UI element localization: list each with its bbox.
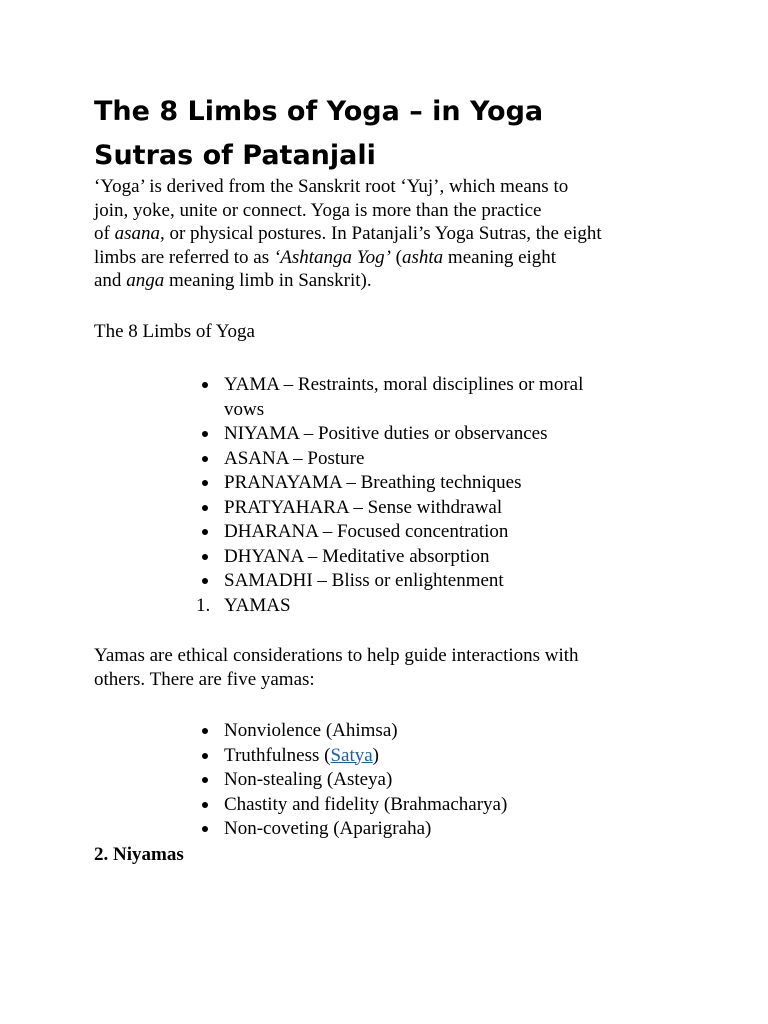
list-item-text: PRATYAHARA – Sense withdrawal [224,496,503,518]
paragraph-line: others. There are five yamas: [94,669,315,690]
intro-text: ( [390,246,402,268]
intro-text: meaning eight [443,246,557,268]
list-item-text: ) [372,744,379,766]
intro-emphasis: ‘Ashtanga Yog’ [273,246,391,268]
list-item [198,422,658,447]
list-item-text: DHYANA – Meditative absorption [224,545,490,567]
intro-emphasis: anga [126,270,165,291]
list-item-text: YAMA – Restraints, moral disciplines or moral [224,374,584,395]
title-line-1: The 8 Limbs of Yoga – in Yoga [94,96,544,127]
list-item [198,520,658,545]
list-item [198,719,658,744]
intro-line-1 [94,175,694,199]
list-item [198,373,658,422]
intro-text: join, yoke, unite or connect. Yoga is more than the practice [94,199,542,221]
intro-text: ‘Yoga’ is derived from the Sanskrit root ‘Yuj’, which means to [94,176,569,197]
list-item-text: YAMAS [224,594,291,616]
list-item [198,817,658,842]
intro-text: of [94,223,115,244]
list-item-text: Nonviolence (Ahimsa) [224,720,398,741]
intro-line-2 [94,199,694,223]
list-item-text: PRANAYAMA – Breathing techniques [224,472,522,493]
intro-line-5 [94,269,694,293]
limbs-list [198,373,658,618]
yamas-list [198,719,658,842]
list-item [198,496,658,521]
satya-link[interactable]: Satya [330,744,373,766]
limbs-heading: The 8 Limbs of Yoga [94,321,255,342]
list-item-text: Non-coveting (Aparigraha) [224,818,432,839]
list-item-text: vows [224,398,265,420]
list-item-text: SAMADHI – Bliss or enlightenment [224,570,504,591]
list-item-text: Non-stealing (Asteya) [224,769,393,790]
list-item [198,744,658,769]
list-item-text: Chastity and fidelity (Brahmacharya) [224,793,508,815]
intro-emphasis: asana [114,223,160,244]
intro-paragraph [94,175,694,293]
intro-line-4 [94,246,694,270]
intro-text: and [94,270,127,291]
title-line-2: Sutras of Patanjali [94,140,376,171]
list-item-text: NIYAMA – Positive duties or observances [224,423,548,444]
list-item [198,768,658,793]
paragraph-line: Yamas are ethical considerations to help guide interactions with [94,645,579,666]
list-item-text: ASANA – Posture [224,447,365,469]
list-item-text: Truthfulness ( [224,744,331,766]
intro-text: meaning limb in Sanskrit). [164,270,372,291]
list-item [198,447,658,472]
list-number: 1. [196,594,211,616]
intro-text: limbs are referred to as [94,246,274,268]
list-item [198,793,658,818]
intro-emphasis: ashta [401,246,444,268]
niyamas-heading: 2. Niyamas [94,844,184,865]
yamas-paragraph [94,644,694,692]
list-item [198,471,658,496]
list-item [198,545,658,570]
list-item [198,569,658,594]
page-title [94,90,694,178]
list-item-text: DHARANA – Focused concentration [224,521,509,542]
intro-text: , or physical postures. In Patanjali’s Yoga Sutras, the eight [159,223,602,244]
numbered-item-yamas [198,594,658,619]
intro-line-3 [94,222,694,246]
